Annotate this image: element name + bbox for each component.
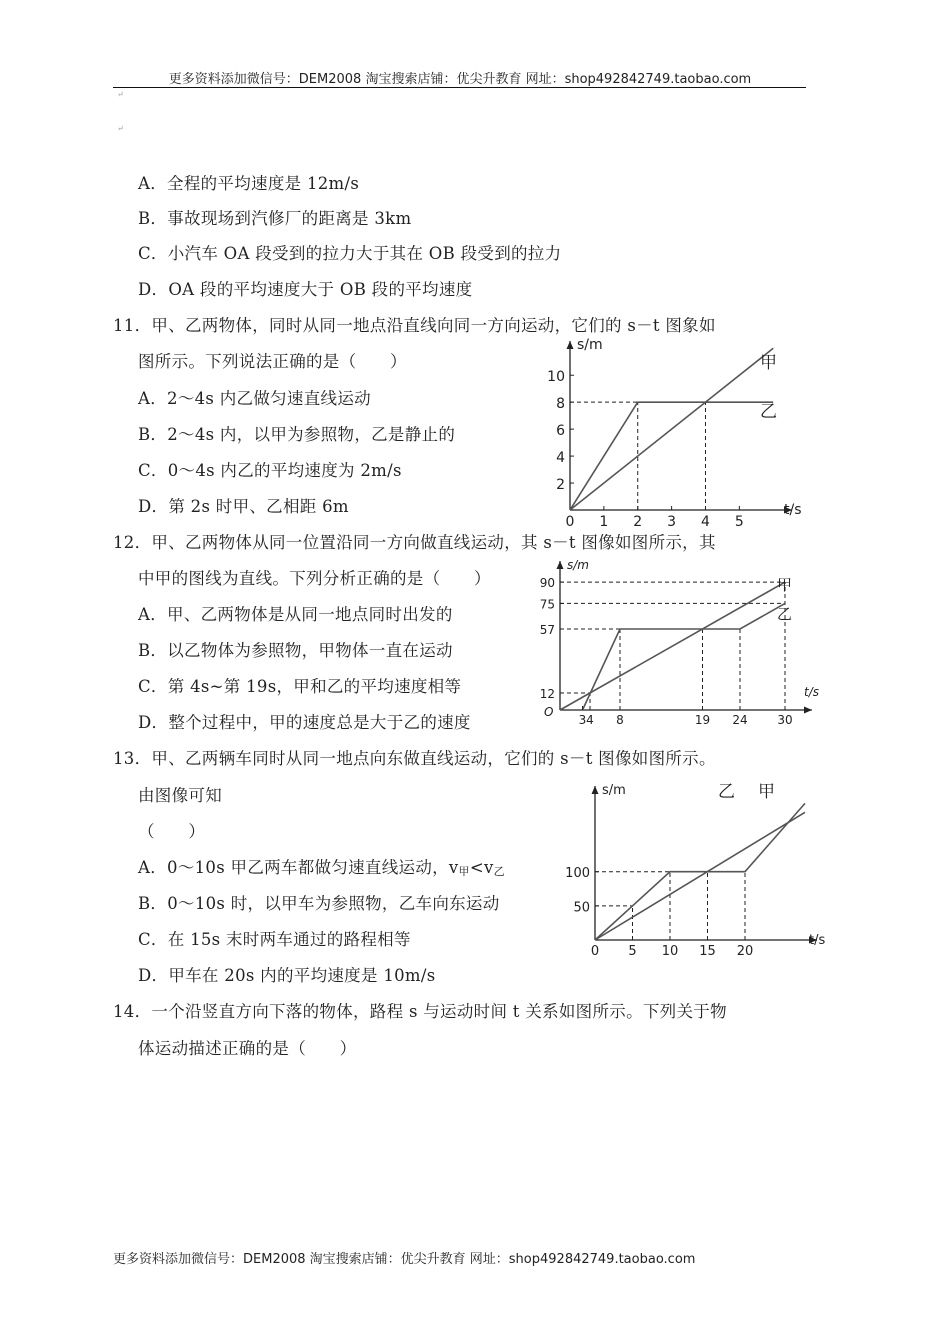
y-axis-label: s/m <box>577 337 603 353</box>
series-line-yi <box>570 402 773 510</box>
q12-option-c: C．第 4s~第 19s，甲和乙的平均速度相等 <box>138 677 462 696</box>
x-tick-label: 30 <box>777 713 793 727</box>
y-tick-label: 12 <box>539 686 555 701</box>
x-tick-label: 1 <box>599 514 609 530</box>
x-tick-label: 0 <box>565 514 575 530</box>
y-tick-label: 57 <box>539 623 555 637</box>
y-tick-label: 8 <box>556 396 565 413</box>
q10-option-d: D．OA 段的平均速度大于 OB 段的平均速度 <box>138 280 473 299</box>
x-tick-label: 4 <box>701 514 710 530</box>
origin-label: O <box>544 705 554 719</box>
series-label-yi: 乙 <box>760 402 777 422</box>
series-label-yi: 乙 <box>777 605 793 623</box>
q11-option-b: B．2～4s 内，以甲为参照物，乙是静止的 <box>138 425 456 444</box>
q13-st-graph <box>560 775 826 965</box>
q12-stem-line1: 12．甲、乙两物体从同一位置沿同一方向做直线运动，其 s－t 图像如图所示，其 <box>113 533 716 552</box>
x-tick-label: 20 <box>736 944 754 959</box>
x-tick-label: 5 <box>628 944 637 959</box>
x-tick-label: 10 <box>661 944 679 959</box>
y-tick-label: 6 <box>556 423 565 440</box>
x-tick-label: 8 <box>616 713 624 727</box>
x-tick-label: 4 <box>586 713 594 727</box>
q13-option-a <box>138 854 505 879</box>
x-tick-label: 15 <box>699 944 716 959</box>
subscript-jia: 甲 <box>458 865 470 878</box>
x-tick-label: 24 <box>732 713 748 727</box>
q13-stem-line2: 由图像可知 <box>138 786 222 805</box>
series-line-jia <box>570 348 773 510</box>
x-axis-label: t/s <box>809 933 826 948</box>
q13-option-b: B．0～10s 时，以甲车为参照物，乙车向东运动 <box>138 894 500 913</box>
x-tick-label: 5 <box>734 514 744 530</box>
q13-paren: （ ） <box>138 822 206 841</box>
x-tick-label: 2 <box>633 514 643 530</box>
q12-stem-line2: 中甲的图线为直线。下列分析正确的是（ ） <box>138 569 491 588</box>
q13-option-a-text: A．0～10s 甲乙两车都做匀速直线运动，v <box>138 858 459 877</box>
series-line-jia <box>595 812 805 940</box>
x-tick-label: 3 <box>578 713 587 727</box>
q10-option-b: B．事故现场到汽修厂的距离是 3km <box>138 209 412 228</box>
series-label-yi: 乙 <box>718 782 735 802</box>
x-axis-label: t/s <box>784 502 802 518</box>
x-axis-arrow <box>804 707 812 714</box>
q11-option-d: D．第 2s 时甲、乙相距 6m <box>138 497 349 516</box>
q11-stem-line1: 11．甲、乙两物体，同时从同一地点沿直线向同一方向运动，它们的 s－t 图象如 <box>113 316 716 335</box>
series-line-yi <box>583 603 786 710</box>
y-axis-label: s/m <box>567 558 589 572</box>
q10-option-a: A．全程的平均速度是 12m/s <box>138 174 360 193</box>
q13-option-c: C．在 15s 末时两车通过的路程相等 <box>138 930 411 949</box>
y-axis-arrow <box>567 341 574 349</box>
y-tick-label: 10 <box>547 369 565 386</box>
series-label-jia: 甲 <box>777 576 793 594</box>
q13-option-a-mid: <v <box>469 858 494 877</box>
q12-st-graph <box>530 558 819 735</box>
q13-option-d: D．甲车在 20s 内的平均速度是 10m/s <box>138 966 436 985</box>
q11-option-c: C．0～4s 内乙的平均速度为 2m/s <box>138 461 402 480</box>
y-tick-label: 50 <box>573 900 590 916</box>
y-tick-label: 4 <box>556 450 565 467</box>
q14-stem-line1: 14．一个沿竖直方向下落的物体，路程 s 与运动时间 t 关系如图所示。下列关于物 <box>113 1002 727 1021</box>
q11-stem-line2: 图所示。下列说法正确的是（ ） <box>138 352 407 371</box>
y-axis-arrow <box>557 561 564 569</box>
page-footer: 更多资料添加微信号：DEM2008 淘宝搜索店铺：优尖升教育 网址：shop492842749.taobao.com <box>113 1252 696 1267</box>
series-label-jia: 甲 <box>758 782 775 802</box>
q10-option-c: C．小汽车 OA 段受到的拉力大于其在 OB 段受到的拉力 <box>138 244 562 263</box>
q14-stem-line2: 体运动描述正确的是（ ） <box>138 1039 357 1058</box>
y-tick-label: 75 <box>539 597 555 612</box>
page-header: 更多资料添加微信号：DEM2008 淘宝搜索店铺：优尖升教育 网址：shop492842749.taobao.com <box>168 72 752 87</box>
q11-st-graph <box>540 335 810 535</box>
y-tick-label: 90 <box>539 576 555 591</box>
q12-option-b: B．以乙物体为参照物，甲物体一直在运动 <box>138 641 453 660</box>
series-line-jia <box>560 582 785 710</box>
q12-option-a: A．甲、乙两物体是从同一地点同时出发的 <box>138 605 453 624</box>
paragraph-mark: ↵ <box>117 124 124 133</box>
header-rule <box>113 87 806 88</box>
x-axis-label: t/s <box>804 685 819 699</box>
y-tick-label: 2 <box>556 477 565 494</box>
series-label-jia: 甲 <box>760 353 777 373</box>
q12-option-d: D．整个过程中，甲的速度总是大于乙的速度 <box>138 713 471 732</box>
y-axis-label: s/m <box>602 783 626 798</box>
y-axis-arrow <box>592 786 599 794</box>
y-tick-label: 100 <box>565 866 590 882</box>
subscript-yi: 乙 <box>493 865 505 878</box>
x-tick-label: 3 <box>667 514 677 530</box>
x-tick-label: 19 <box>694 713 711 727</box>
q11-option-a: A．2～4s 内乙做匀速直线运动 <box>138 389 371 408</box>
paragraph-mark: ↵ <box>117 90 124 99</box>
x-tick-label: 0 <box>590 944 600 959</box>
q13-stem-line1: 13．甲、乙两辆车同时从同一地点向东做直线运动，它们的 s－t 图像如图所示。 <box>113 749 716 768</box>
